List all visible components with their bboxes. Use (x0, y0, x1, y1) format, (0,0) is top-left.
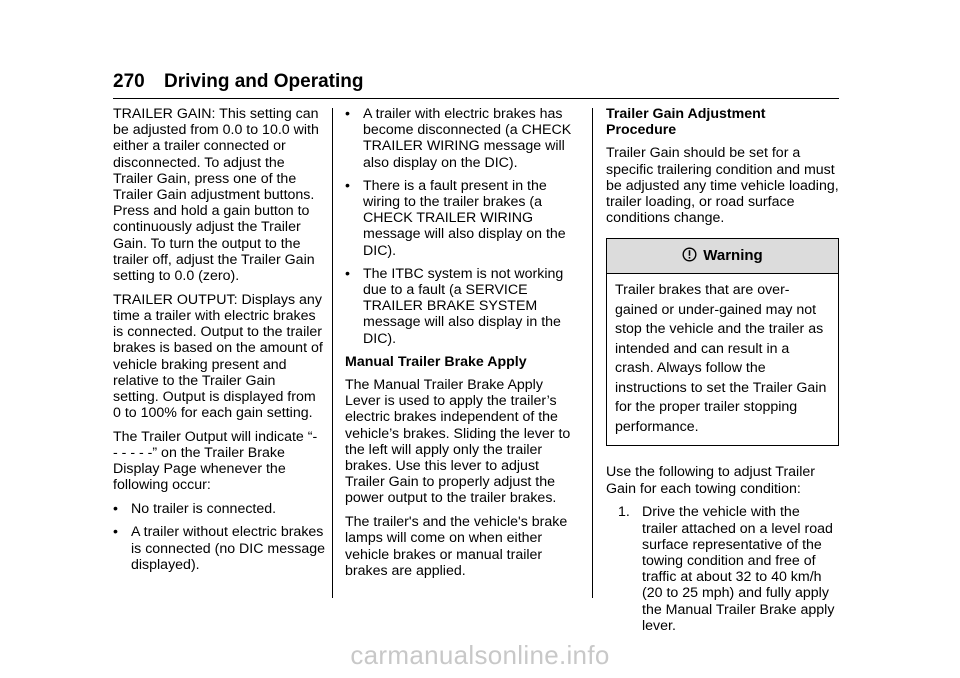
gain-procedure-heading: Trailer Gain Adjustment Procedure (606, 106, 766, 139)
column-1 (113, 106, 325, 580)
list-item (618, 504, 839, 634)
trailer-gain-paragraph: TRAILER GAIN: This setting can be adjusted from 0.0 to 10.0 with either a trailer connected or disconnected. To adjust the Trailer Gain, press one of the Trailer Gain adjustment buttons. Press and hold a gain button to continuously adjust the Trailer Gain. To turn the output to the trailer off, adjust the Trailer Gain setting to 0.0 (zero). (113, 106, 319, 285)
column-divider (592, 108, 593, 598)
towing-condition-paragraph: Use the following to adjust Trailer Gain for each towing condition: (606, 464, 815, 497)
list-item-text: A trailer with electric brakes has become disconnected (a CHECK TRAILER WIRING message will also display on the DIC). (363, 106, 572, 171)
bullet-marker: • (345, 177, 350, 194)
warning-body: Trailer brakes that are over-gained or under-gained may not stop the vehicle and the trailer as intended and can result in a crash. Always follow the instructions to set the Trailer Gain for the proper trailer stopping performance. (615, 282, 827, 435)
watermark: carmanualsonline.info (350, 640, 610, 670)
list-item-text: A trailer without electric brakes is connected (no DIC message displayed). (131, 524, 325, 573)
column-3 (606, 106, 839, 634)
warning-box (606, 238, 839, 446)
trailer-output-paragraph: TRAILER OUTPUT: Displays any time a trailer with electric brakes is connected. Output to the trailer brakes is based on the amount of vehicle braking present and relative to the Trailer Gain setting. Output is displayed from 0 to 100% for each gain setting. (113, 291, 323, 422)
section-title: Driving and Operating (163, 71, 364, 92)
list-item-text: The ITBC system is not working due to a fault (a SERVICE TRAILER BRAKE SYSTEM message will also display in the DIC). (363, 265, 564, 347)
list-item (345, 266, 578, 347)
step-number: 1. (618, 504, 630, 521)
column-2 (345, 106, 578, 586)
list-item (113, 524, 325, 573)
manual-brake-paragraph: The Manual Trailer Brake Apply Lever is used to apply the trailer’s electric brakes independent of the vehicle’s brakes. Sliding the lever to the left will apply only the trailer brakes. Use this lever to adjust Trailer Gain to properly adjust the power output to the trailer brakes. (345, 377, 571, 507)
list-item-text: No trailer is connected. (131, 501, 277, 518)
bullet-marker: • (113, 524, 118, 541)
column-divider (332, 108, 333, 598)
warning-header (607, 239, 838, 274)
bullet-marker: • (113, 501, 118, 518)
manual-brake-heading: Manual Trailer Brake Apply (345, 353, 527, 370)
warning-icon (682, 247, 697, 266)
step-text: Drive the vehicle with the trailer attached on a level road surface representative of the towing condition and free of traffic at about 32 to 40 km/h (20 to 25 mph) and fully apply the Manual Trailer Brake apply lever. (642, 504, 835, 634)
bullet-marker: • (345, 265, 350, 282)
warning-title: Warning (703, 247, 763, 265)
list-item (113, 501, 325, 517)
brake-lamps-paragraph: The trailer's and the vehicle's brake lamps will come on when either vehicle brakes or manual trailer brakes are applied. (345, 514, 568, 579)
trailer-output-indicate-paragraph: The Trailer Output will indicate “- - - - - -” on the Trailer Brake Display Page whenever the following occur: (113, 428, 318, 494)
page-header (113, 70, 364, 94)
header-rule (113, 98, 839, 99)
gain-procedure-paragraph: Trailer Gain should be set for a specific trailering condition and must be adjusted any time vehicle loading, trailer loading, or road surface conditions change. (606, 145, 839, 227)
bullet-marker: • (345, 106, 350, 122)
list-item-text: There is a fault present in the wiring to the trailer brakes (a CHECK TRAILER WIRING message will also display on the DIC). (363, 177, 566, 259)
list-item (345, 106, 578, 171)
page-number: 270 (113, 71, 145, 92)
list-item (345, 178, 578, 259)
